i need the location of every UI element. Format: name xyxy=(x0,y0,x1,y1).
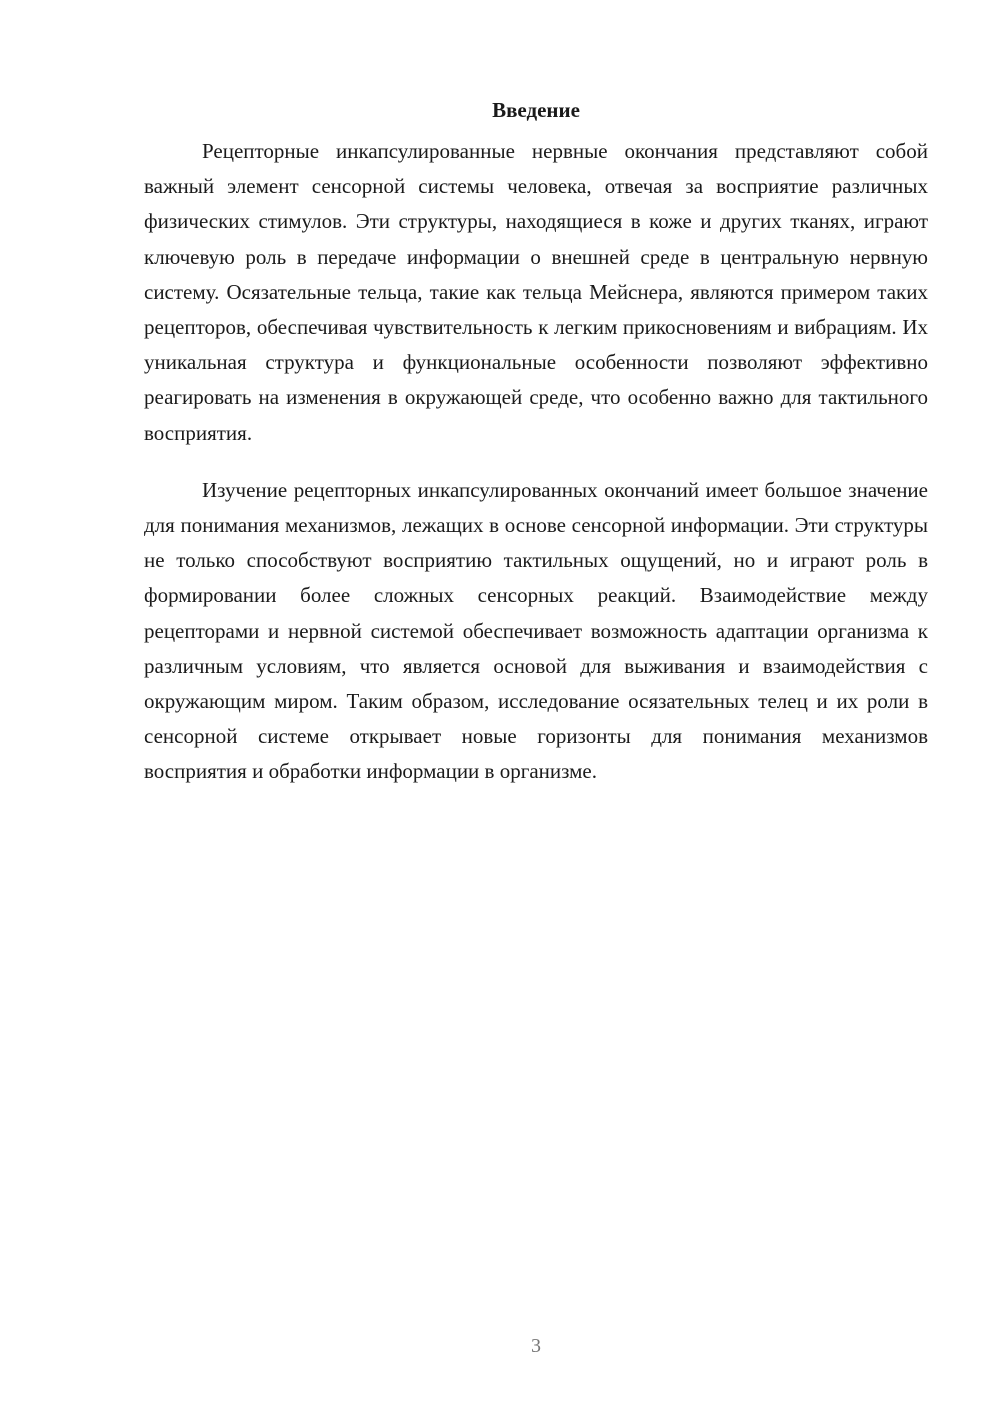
section-heading: Введение xyxy=(492,98,580,122)
page-content xyxy=(144,92,928,790)
paragraph-study: Изучение рецепторных инкапсулированных окончаний имеет большое значение для понимания механизмов, лежащих в основе сенсорной информации. Эти структуры не только способствуют восприятию тактильных ощущений, но и играют роль в формировании более сложных сенсорных реакций. Взаимодействие между рецепторами и нервной системой обеспечивает возможность адаптации организма к различным условиям, что является основой для выживания и взаимодействия с окружающим миром. Таким образом, исследование осязательных телец и их роли в сенсорной системе открывает новые горизонты для понимания механизмов восприятия и обработки информации в организме. xyxy=(144,477,928,784)
page-number: 3 xyxy=(531,1335,541,1357)
paragraph-intro: Рецепторные инкапсулированные нервные окончания представляют собой важный элемент сенсорной системы человека, отвечая за восприятие различных физических стимулов. Эти структуры, находящиеся в коже и других тканях, играют ключевую роль в передаче информации о внешней среде в центральную нервную систему. Осязательные тельца, такие как тельца Мейснера, являются примером таких рецепторов, обеспечивая чувствительность к легким прикосновениям и вибрациям. Их уникальная структура и функциональные особенности позволяют эффективно реагировать на изменения в окружающей среде, что особенно важно для тактильного восприятия. xyxy=(144,139,928,445)
